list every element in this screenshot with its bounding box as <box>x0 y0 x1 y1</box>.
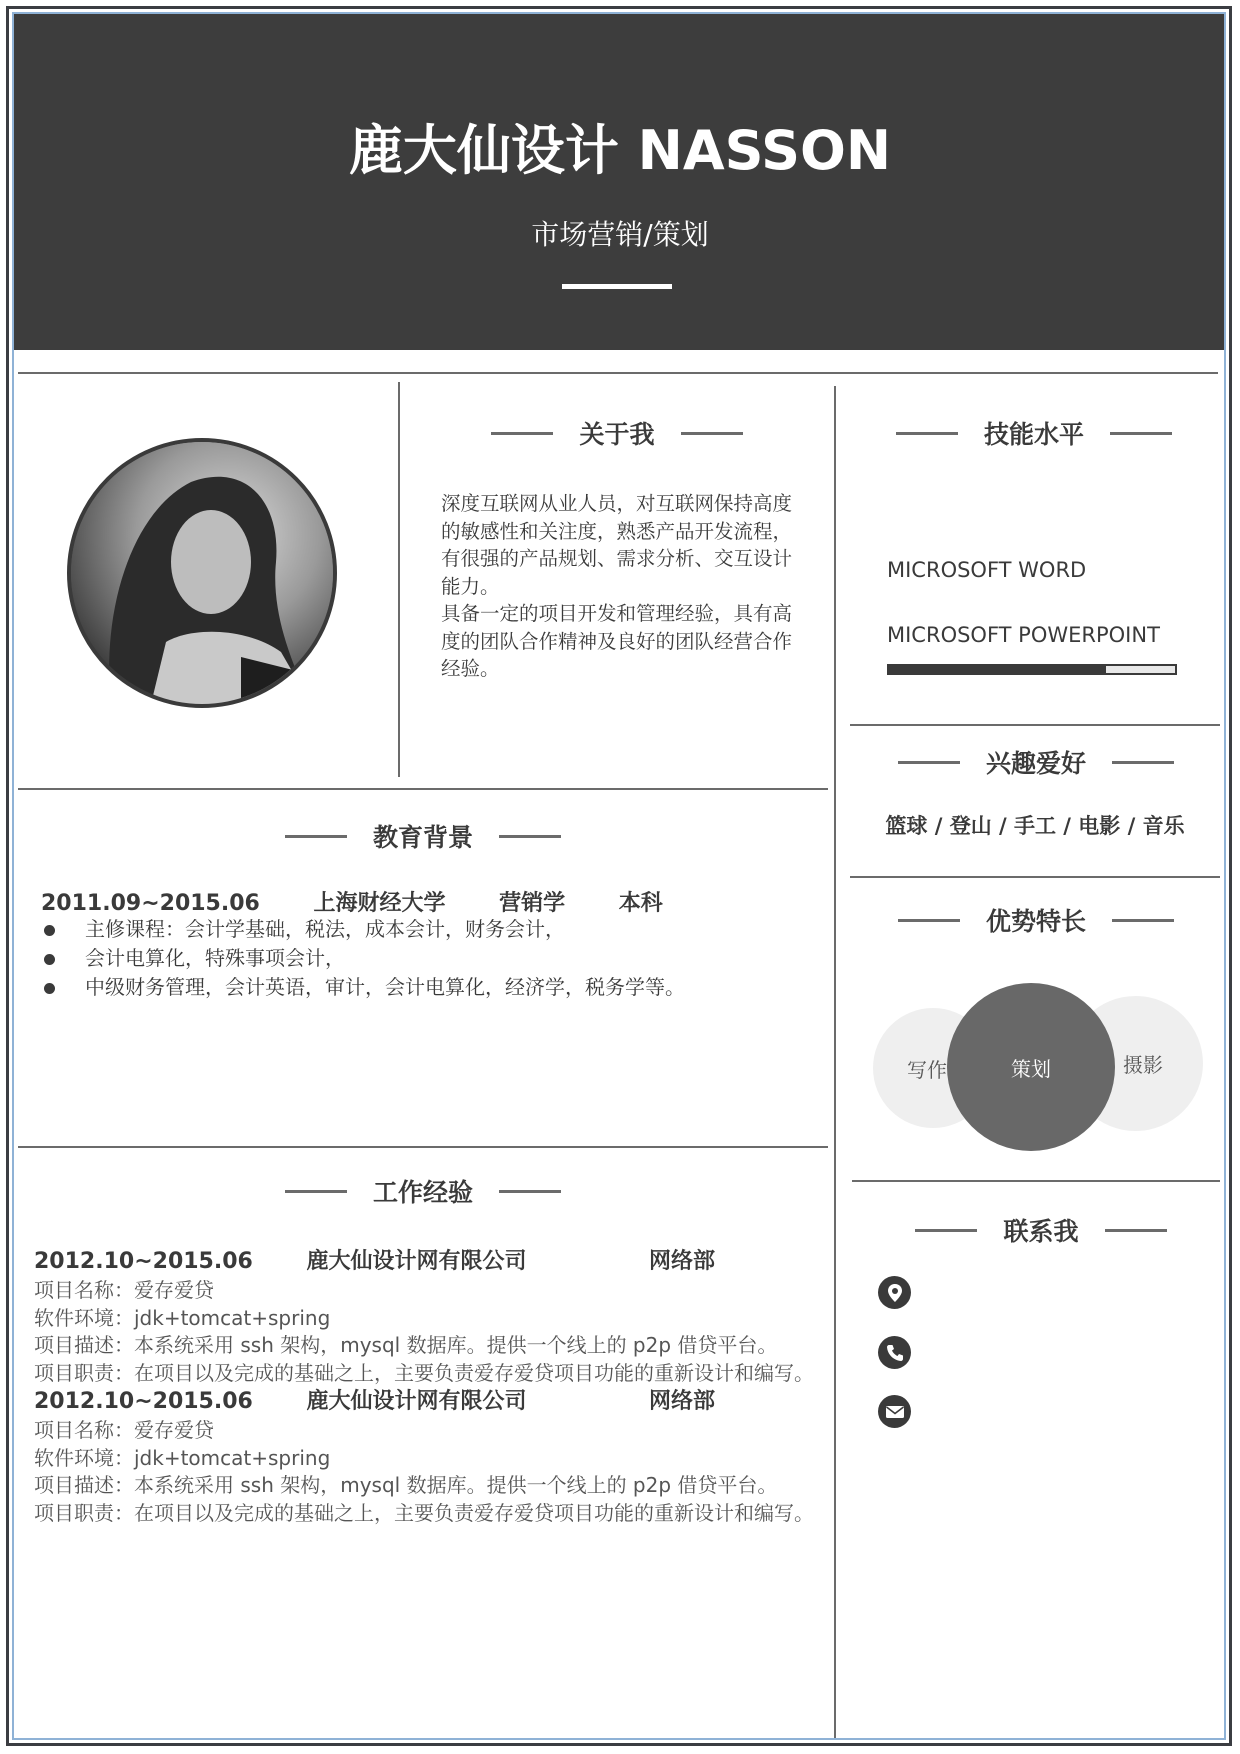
heading-dash <box>1105 1229 1167 1232</box>
location-icon-glyph <box>885 1283 905 1303</box>
work-experience <box>34 1247 814 1527</box>
course-item: 主修课程：会计学基础，税法，成本会计，财务会计， <box>41 915 831 944</box>
hobbies-list: 篮球 / 登山 / 手工 / 电影 / 音乐 <box>885 814 1185 838</box>
advantages-diagram <box>870 980 1210 1150</box>
heading-dash <box>1112 761 1174 764</box>
about-heading <box>400 415 834 451</box>
job-company: 鹿大仙设计网有限公司 <box>306 1249 527 1274</box>
education-degree: 本科 <box>618 891 663 916</box>
mail-icon[interactable] <box>878 1395 911 1428</box>
job-project: 项目名称：爱存爱贷 <box>34 1418 214 1442</box>
job-period: 2012.10~2015.06 <box>34 1249 253 1274</box>
education-summary <box>41 886 663 917</box>
contact-heading <box>836 1212 1240 1248</box>
about-paragraph: 具备一定的项目开发和管理经验，具有高度的团队合作精神及良好的团队经营合作经验。 <box>441 602 793 680</box>
header-divider <box>562 284 672 289</box>
education-heading <box>18 818 828 854</box>
job-project: 项目名称：爱存爱贷 <box>34 1278 214 1302</box>
location-icon[interactable] <box>878 1276 911 1309</box>
about-text <box>441 490 803 683</box>
divider-education-top <box>18 788 828 790</box>
mail-icon-glyph <box>885 1404 905 1420</box>
resume-job-title: 市场营销/策划 <box>531 218 709 251</box>
job-header <box>34 1247 814 1277</box>
course-list <box>41 915 831 1002</box>
divider-top <box>18 372 1218 374</box>
skill-progress-bar <box>887 664 1177 675</box>
advantages-title: 优势特长 <box>985 907 1086 936</box>
divider-advantages-top <box>850 876 1220 878</box>
profile-photo-image <box>71 442 333 704</box>
advantage-label: 摄影 <box>1123 1053 1163 1077</box>
heading-dash <box>898 919 960 922</box>
contact-title: 联系我 <box>1003 1217 1079 1246</box>
hobbies-heading <box>836 744 1236 780</box>
education-major: 营销学 <box>499 891 566 916</box>
job-department: 网络部 <box>649 1389 716 1414</box>
job-duty: 项目职责：在项目以及完成的基础之上，主要负责爱存爱贷项目功能的重新设计和编写。 <box>34 1500 814 1525</box>
divider-hobbies-top <box>850 724 1220 726</box>
phone-icon-glyph <box>885 1343 905 1363</box>
job-duty: 项目职责：在项目以及完成的基础之上，主要负责爱存爱贷项目功能的重新设计和编写。 <box>34 1360 814 1385</box>
about-title: 关于我 <box>579 420 655 449</box>
heading-dash <box>915 1229 977 1232</box>
heading-dash <box>1112 919 1174 922</box>
skills-title: 技能水平 <box>983 420 1084 449</box>
resume-name: 鹿大仙设计 NASSON <box>348 119 892 182</box>
job-entry <box>34 1387 814 1527</box>
advantages-heading <box>836 902 1236 938</box>
profile-photo <box>67 438 337 708</box>
skill-progress-fill <box>889 666 1106 673</box>
work-heading <box>18 1173 828 1209</box>
job-environment: 软件环境：jdk+tomcat+spring <box>34 1305 331 1330</box>
heading-dash <box>681 432 743 435</box>
skill-label: MICROSOFT POWERPOINT <box>887 623 1160 647</box>
work-title: 工作经验 <box>372 1178 473 1207</box>
divider-work-top <box>18 1146 828 1148</box>
advantage-label: 策划 <box>1011 1056 1051 1081</box>
job-header <box>34 1387 814 1417</box>
heading-dash <box>1110 432 1172 435</box>
heading-dash <box>896 432 958 435</box>
job-description: 项目描述：本系统采用 ssh 架构，mysql 数据库。提供一个线上的 p2p 借贷平台。 <box>34 1473 778 1497</box>
skill-label: MICROSOFT WORD <box>887 558 1087 582</box>
education-period: 2011.09~2015.06 <box>41 891 260 916</box>
course-item: 中级财务管理，会计英语，审计，会计电算化，经济学，税务学等。 <box>41 973 831 1002</box>
education-title: 教育背景 <box>372 823 473 852</box>
job-department: 网络部 <box>649 1249 716 1274</box>
job-company: 鹿大仙设计网有限公司 <box>306 1389 527 1414</box>
education-school: 上海财经大学 <box>313 891 446 916</box>
advantage-bubble-center <box>947 983 1115 1151</box>
about-paragraph: 深度互联网从业人员，对互联网保持高度的敏感性和关注度，熟悉产品开发流程，有很强的产品规划、需求分析、交互设计能力。 <box>441 492 793 598</box>
heading-dash <box>499 1190 561 1193</box>
job-period: 2012.10~2015.06 <box>34 1389 253 1414</box>
heading-dash <box>285 1190 347 1193</box>
job-entry <box>34 1247 814 1387</box>
divider-col-right <box>834 386 836 1738</box>
skills-heading <box>836 415 1232 451</box>
job-environment: 软件环境：jdk+tomcat+spring <box>34 1445 331 1470</box>
hobbies-title: 兴趣爱好 <box>985 749 1086 778</box>
heading-dash <box>285 835 347 838</box>
heading-dash <box>491 432 553 435</box>
advantage-label: 写作 <box>907 1057 947 1082</box>
job-description: 项目描述：本系统采用 ssh 架构，mysql 数据库。提供一个线上的 p2p 借贷平台。 <box>34 1333 778 1357</box>
phone-icon[interactable] <box>878 1336 911 1369</box>
heading-dash <box>898 761 960 764</box>
divider-contact-top <box>852 1180 1220 1182</box>
heading-dash <box>499 835 561 838</box>
course-item: 会计电算化，特殊事项会计， <box>41 944 831 973</box>
